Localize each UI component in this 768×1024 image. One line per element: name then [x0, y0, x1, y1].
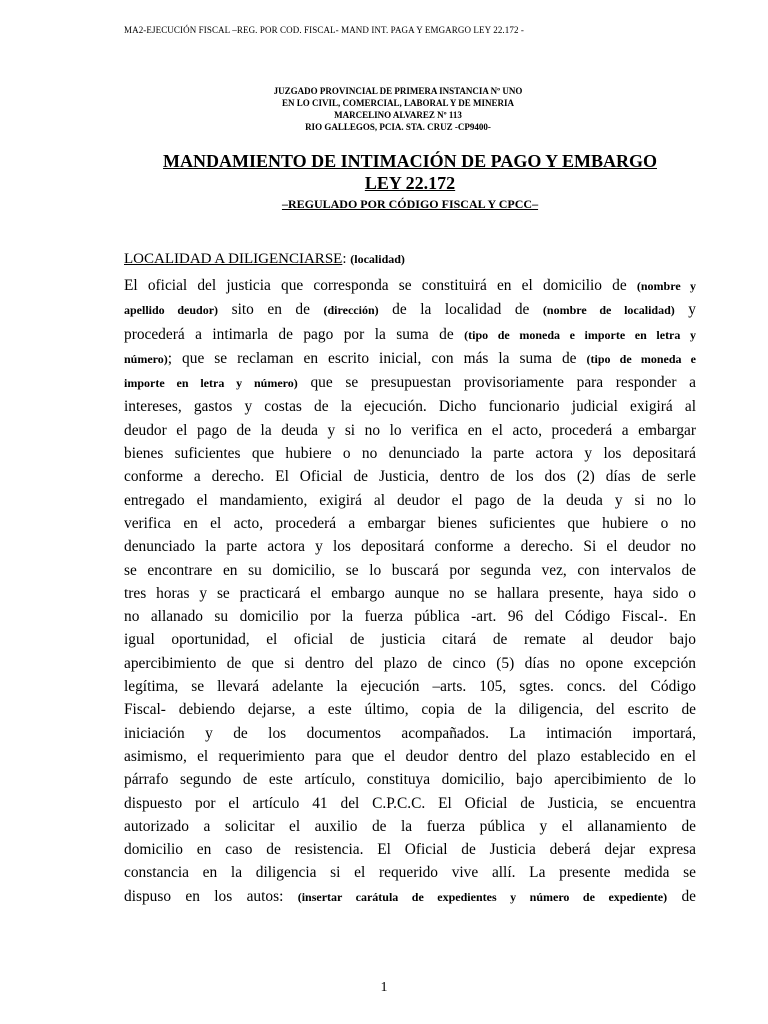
- document-title: [100, 150, 720, 194]
- court-name: JUZGADO PROVINCIAL DE PRIMERA INSTANCIA Nº UNO: [273, 86, 523, 96]
- body-line: intereses, gastos y costas de la ejecución. Dicho funcionario judicial exigirá al: [124, 398, 696, 416]
- body-line: apercibimiento de que si dentro del plazo de cinco (5) días no opone excepción: [124, 654, 696, 672]
- body-line: El oficial del justicia que corresponda se constituirá en el domicilio de (nombre y: [124, 277, 696, 294]
- court-city: RIO GALLEGOS, PCIA. STA. CRUZ -CP9400-: [305, 122, 491, 132]
- body-line: tres horas y se practicará el embargo aunque no se hallara presente, haya sido o: [124, 584, 696, 602]
- placeholder-amount-2: (tipo de moneda e: [586, 351, 696, 366]
- title-line-2: LEY 22.172: [364, 173, 456, 193]
- body-line: entregado el mandamiento, exigirá al deudor el pago de la deuda y si no lo: [124, 491, 696, 509]
- placeholder-address: (dirección): [323, 303, 379, 318]
- body-paragraph: [124, 274, 696, 909]
- body-line: número); que se reclaman en escrito inicial, con más la suma de (tipo de moneda e: [124, 349, 696, 367]
- title-line-1: MANDAMIENTO DE INTIMACIÓN DE PAGO Y EMBARGO: [162, 151, 657, 171]
- placeholder-amount: número): [124, 351, 168, 366]
- locality-placeholder: (localidad): [350, 252, 405, 266]
- placeholder-amount: (tipo de moneda e importe en letra y: [464, 327, 696, 342]
- body-line: bienes suficientes que hubiere o no denunciado la parte actora y los depositará: [124, 445, 696, 463]
- locality-label: LOCALIDAD A DILIGENCIARSE: [124, 251, 343, 267]
- body-line: no allanado su domicilio por la fuerza pública -art. 96 del Código Fiscal-. En: [124, 608, 696, 626]
- placeholder-debtor-name: apellido deudor): [124, 303, 219, 318]
- placeholder-locality: (nombre de localidad): [542, 303, 675, 318]
- body-line: domicilio en caso de resistencia. El Oficial de Justicia deberá dejar expresa: [124, 841, 696, 859]
- body-line: igual oportunidad, el oficial de justicia citará de remate al deudor bajo: [124, 631, 696, 649]
- document-subtitle: –REGULADO POR CÓDIGO FISCAL Y CPCC–: [281, 197, 539, 211]
- page-number: 1: [380, 980, 388, 995]
- body-line: iniciación y de los documentos acompañados. La intimación importará,: [124, 724, 696, 742]
- body-line: conforme a derecho. El Oficial de Justicia, dentro de los dos (2) días de serle: [124, 468, 696, 486]
- body-line: párrafo segundo de este artículo, constituya domicilio, bajo apercibimiento de lo: [124, 771, 696, 789]
- running-header: MA2-EJECUCIÓN FISCAL –REG. POR COD. FISCAL- MAND INT. PAGA Y EMGARGO LEY 22.172 -: [124, 25, 525, 35]
- body-line: se encontrare en su domicilio, se lo buscará por segunda vez, con intervalos de: [124, 561, 696, 579]
- locality-colon: :: [342, 251, 347, 267]
- body-line: autorizado a solicitar el auxilio de la fuerza pública y el allanamiento de: [124, 817, 696, 835]
- body-line: deudor el pago de la deuda y si no lo verifica en el acto, procederá a embargar: [124, 421, 696, 439]
- placeholder-debtor-name: (nombre y: [636, 279, 696, 293]
- court-address: MARCELINO ALVAREZ Nº 113: [334, 110, 462, 120]
- body-line: legítima, se llevará adelante la ejecución –arts. 105, sgtes. concs. del Código: [124, 678, 696, 696]
- body-line: importe en letra y número) que se presupuestan provisoriamente para responder a: [124, 374, 696, 392]
- body-line: apellido deudor) sito en de (dirección) de la localidad de (nombre de localidad) y: [124, 301, 696, 319]
- body-line: constancia en la diligencia si el requerido vive allí. La presente medida se: [124, 864, 696, 882]
- placeholder-case-title: (insertar carátula de expedientes y número de expediente): [297, 889, 668, 904]
- body-line: asimismo, el requerimiento para que el deudor dentro del plazo establecido en el: [124, 747, 696, 765]
- locality-line: [124, 251, 405, 268]
- court-heading: [0, 85, 768, 133]
- body-line: dispuesto por el artículo 41 del C.P.C.C. El Oficial de Justicia, se encuentra: [124, 794, 696, 812]
- court-jurisdiction: EN LO CIVIL, COMERCIAL, LABORAL Y DE MINERIA: [281, 98, 515, 108]
- body-line: Fiscal- debiendo dejarse, a este último, copia de la diligencia, del escrito de: [124, 701, 696, 719]
- placeholder-amount-2: importe en letra y número): [124, 376, 298, 391]
- body-line: dispuso en los autos: (insertar carátula de expedientes y número de expediente) de: [124, 887, 696, 905]
- body-line: verifica en el acto, procederá a embargar bienes suficientes que hubiere o no: [124, 514, 696, 532]
- body-line: procederá a intimarla de pago por la suma de (tipo de moneda e importe en letra y: [124, 325, 696, 343]
- body-line: denunciado la parte actora y los depositará conforme a derecho. Si el deudor no: [124, 538, 696, 556]
